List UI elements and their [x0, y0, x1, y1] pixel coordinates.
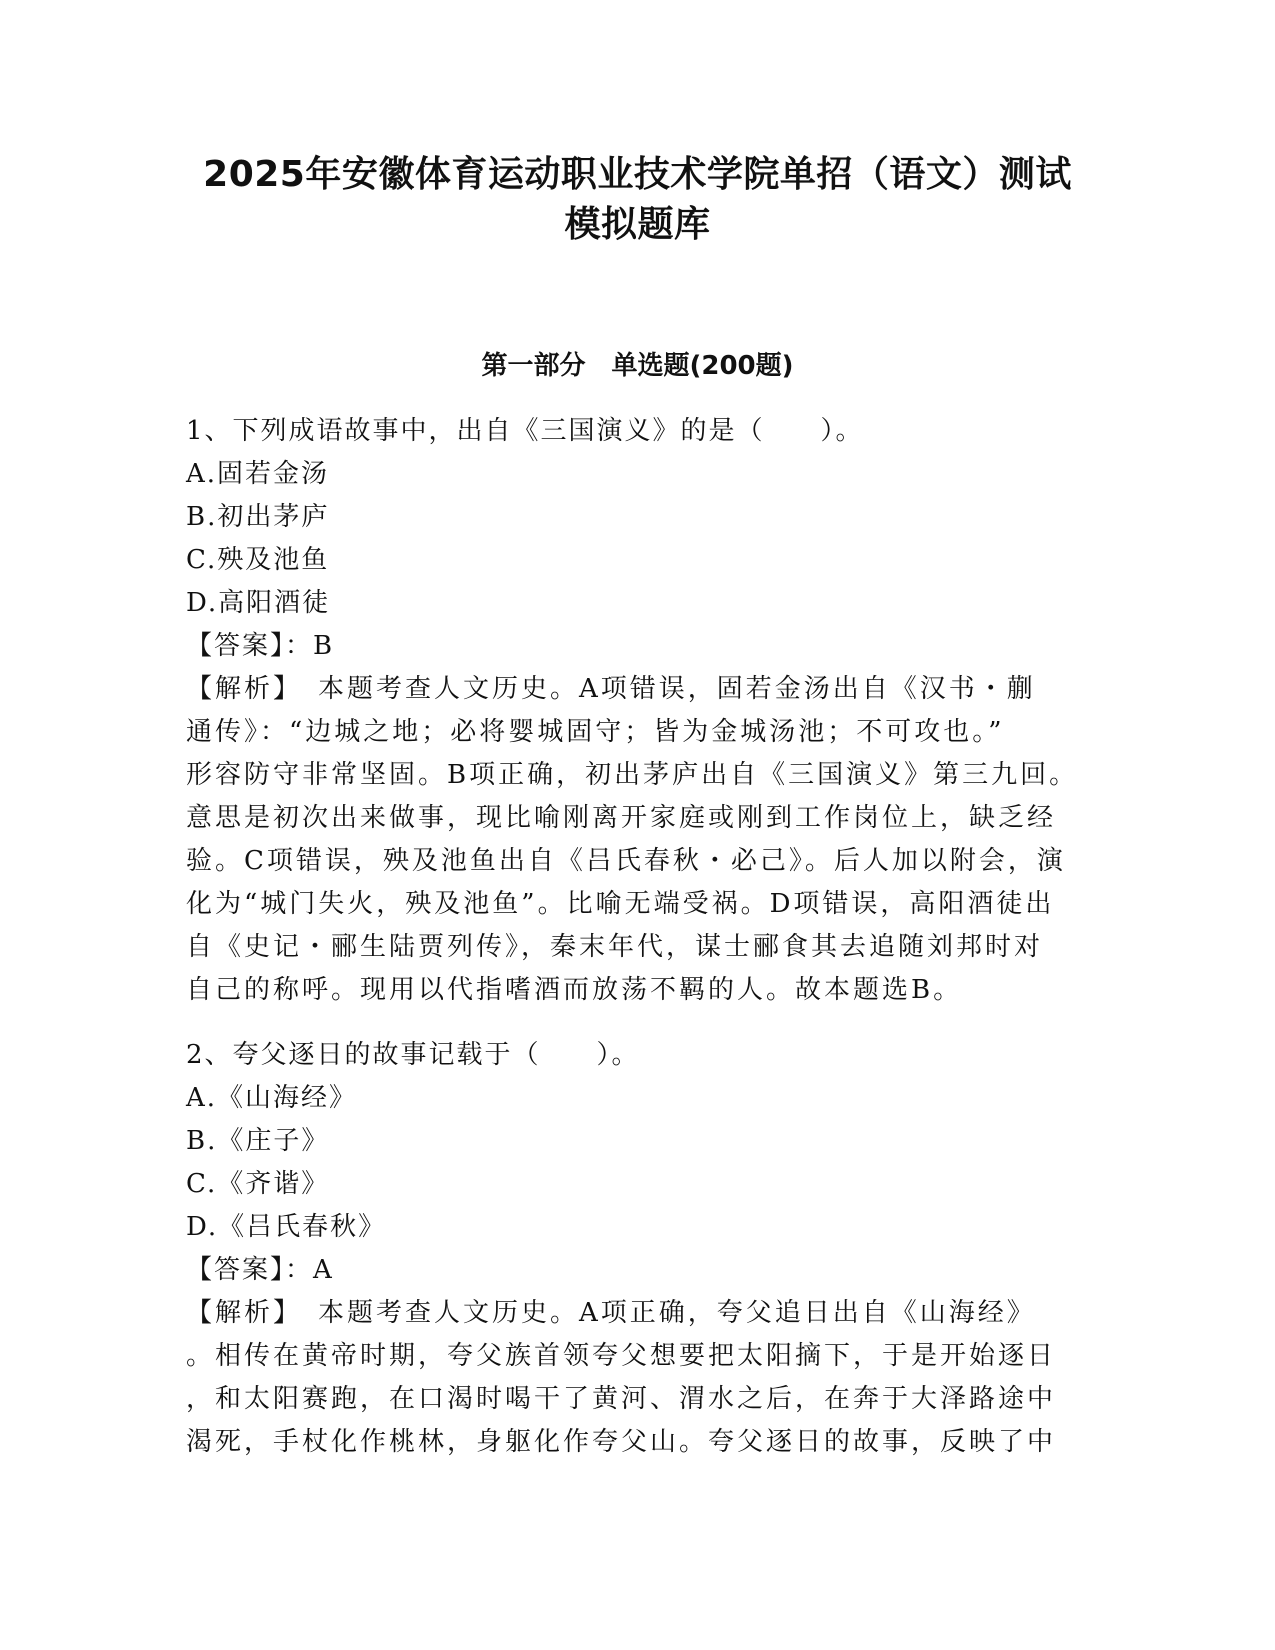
question-item	[186, 1034, 1086, 1464]
analysis-line: 自己的称呼。现用以代指嗜酒而放荡不羁的人。故本题选B。	[186, 975, 963, 1005]
question-stem: 1、下列成语故事中，出自《三国演义》的是（ ）。	[186, 416, 864, 446]
analysis-line: ，和太阳赛跑，在口渴时喝干了黄河、渭水之后，在奔于大泽路途中	[186, 1384, 1057, 1414]
analysis-line: 验。C项错误，殃及池鱼出自《吕氏春秋・必己》。后人加以附会，演	[186, 846, 1066, 876]
analysis-block	[186, 668, 1086, 1012]
analysis-line: 意思是初次出来做事，现比喻刚离开家庭或刚到工作岗位上，缺乏经	[186, 803, 1057, 833]
analysis-block	[186, 1292, 1086, 1464]
option-b: B.初出茅庐	[186, 502, 330, 532]
question-item	[186, 410, 1086, 1012]
analysis-line: 自《史记・郦生陆贾列传》，秦末年代，谋士郦食其去追随刘邦时对	[186, 932, 1044, 962]
analysis-line: 。相传在黄帝时期，夸父族首领夸父想要把太阳摘下，于是开始逐日	[186, 1341, 1057, 1371]
answer-line: 【答案】：B	[186, 631, 335, 661]
section-heading: 第一部分 单选题(200题)	[481, 351, 794, 381]
option-d: D.高阳酒徒	[186, 588, 331, 618]
question-stem: 2、夸父逐日的故事记载于（ ）。	[186, 1040, 640, 1070]
option-a: A.《山海经》	[186, 1083, 358, 1113]
analysis-line: 【解析】 本题考查人文历史。A项正确，夸父追日出自《山海经》	[186, 1298, 1036, 1328]
option-b: B.《庄子》	[186, 1126, 330, 1156]
question-spacer	[186, 1012, 1086, 1034]
option-d: D.《吕氏春秋》	[186, 1212, 387, 1242]
question-list	[186, 410, 1086, 1464]
analysis-line: 化为“城门失火，殃及池鱼”。比喻无端受祸。D项错误，高阳酒徒出	[186, 889, 1055, 919]
analysis-line: 【解析】 本题考查人文历史。A项错误，固若金汤出自《汉书・蒯	[186, 674, 1036, 704]
option-c: C.殃及池鱼	[186, 545, 330, 575]
analysis-line: 形容防守非常坚固。B项正确，初出茅庐出自《三国演义》第三九回。	[186, 760, 1079, 790]
analysis-line: 通传》：“边城之地；必将婴城固守；皆为金城汤池；不可攻也。”	[186, 717, 1005, 747]
answer-line: 【答案】：A	[186, 1255, 334, 1285]
option-c: C.《齐谐》	[186, 1169, 330, 1199]
option-a: A.固若金汤	[186, 459, 330, 489]
document-title	[150, 150, 1125, 250]
title-line-1: 2025年安徽体育运动职业技术学院单招（语文）测试	[203, 154, 1072, 195]
title-line-2: 模拟题库	[564, 204, 711, 245]
analysis-line: 渴死，手杖化作桃林，身躯化作夸父山。夸父逐日的故事，反映了中	[186, 1427, 1057, 1457]
